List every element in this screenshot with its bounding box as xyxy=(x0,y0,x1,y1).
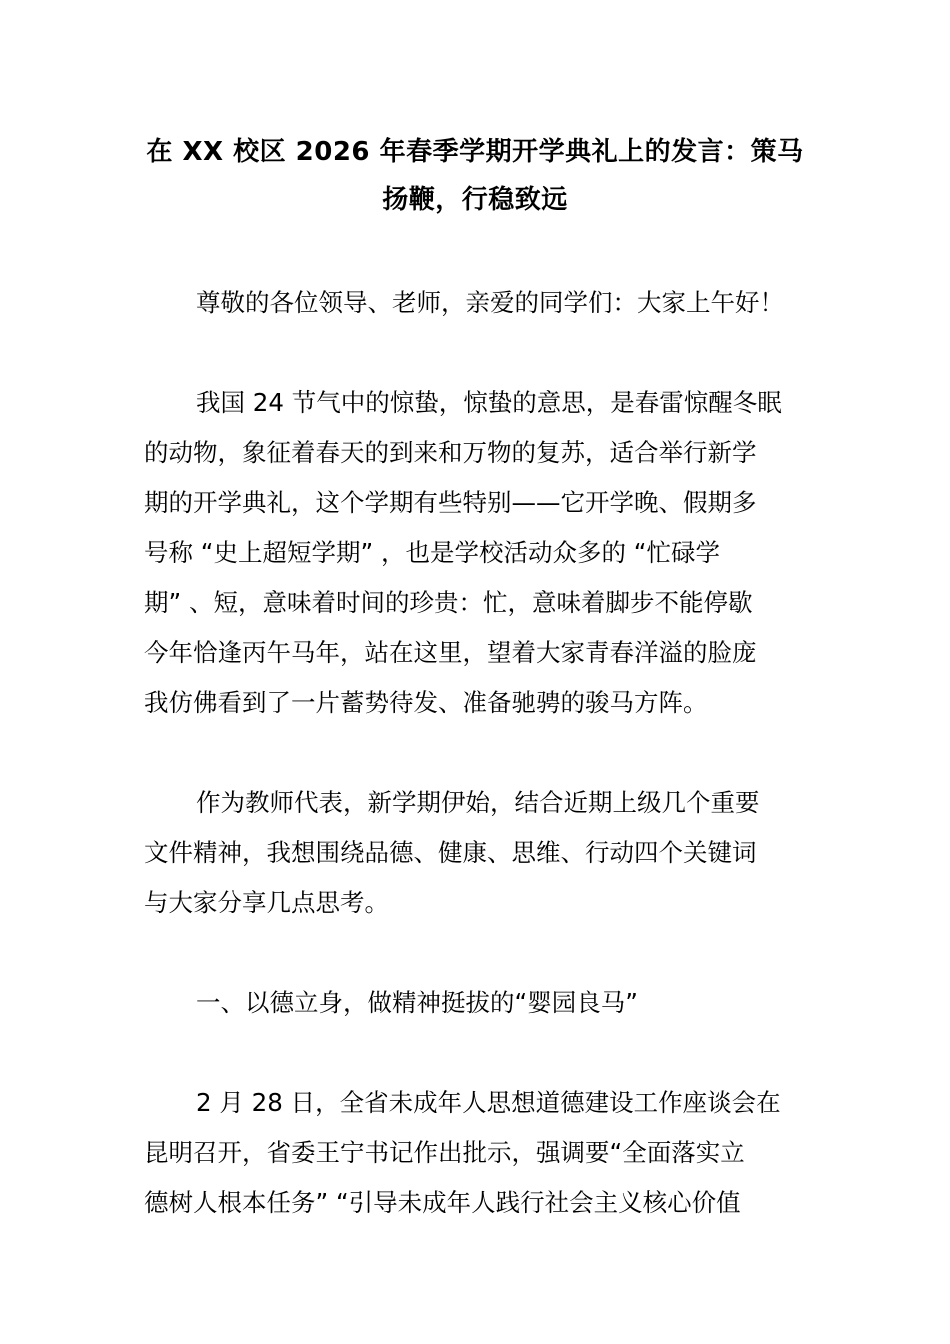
paragraph-line: 的动物，象征着春天的到来和万物的复苏，适合举行新学 xyxy=(144,438,757,467)
document-title xyxy=(140,128,810,224)
paragraph-line: 文件精神，我想围绕品德、健康、思维、行动四个关键词 xyxy=(144,838,757,867)
paragraph-line: 期的开学典礼，这个学期有些特别——它开学晚、假期多 xyxy=(144,488,757,517)
paragraph-line: 今年恰逢丙午马年，站在这里，望着大家青春洋溢的脸庞 xyxy=(144,638,757,667)
document-body xyxy=(144,278,814,1278)
paragraph-line: 与大家分享几点思考。 xyxy=(144,888,389,917)
greeting-paragraph xyxy=(144,278,814,328)
paragraph-line: 作为教师代表，新学期伊始，结合近期上级几个重要 xyxy=(196,788,760,817)
paragraph-line: 号称 “史上超短学期” ，也是学校活动众多的 “忙碌学 xyxy=(144,538,720,567)
paragraph xyxy=(144,378,814,728)
paragraph xyxy=(144,1078,814,1228)
paragraph-line: 德树人根本任务” “引导未成年人践行社会主义核心价值 xyxy=(144,1188,741,1217)
paragraph-line: 昆明召开，省委王宁书记作出批示，强调要“全面落实立 xyxy=(144,1138,745,1167)
paragraph xyxy=(144,778,814,928)
paragraph-line: 一、以德立身，做精神挺拔的“婴园良马” xyxy=(196,988,638,1017)
paragraph-line: 我仿佛看到了一片蓄势待发、准备驰骋的骏马方阵。 xyxy=(144,688,708,717)
paragraph-line: 期” 、短，意味着时间的珍贵：忙，意味着脚步不能停歇 xyxy=(144,588,753,617)
section-heading xyxy=(144,978,814,1028)
paragraph-line: 2 月 28 日，全省未成年人思想道德建设工作座谈会在 xyxy=(196,1088,781,1117)
title-line: 在 XX 校区 2026 年春季学期开学典礼上的发言：策马 xyxy=(146,137,804,167)
paragraph-line: 我国 24 节气中的惊蛰，惊蛰的意思，是春雷惊醒冬眠 xyxy=(196,388,782,417)
paragraph-line: 尊敬的各位领导、老师，亲爱的同学们：大家上午好！ xyxy=(196,288,784,317)
title-line: 扬鞭，行稳致远 xyxy=(382,185,568,215)
